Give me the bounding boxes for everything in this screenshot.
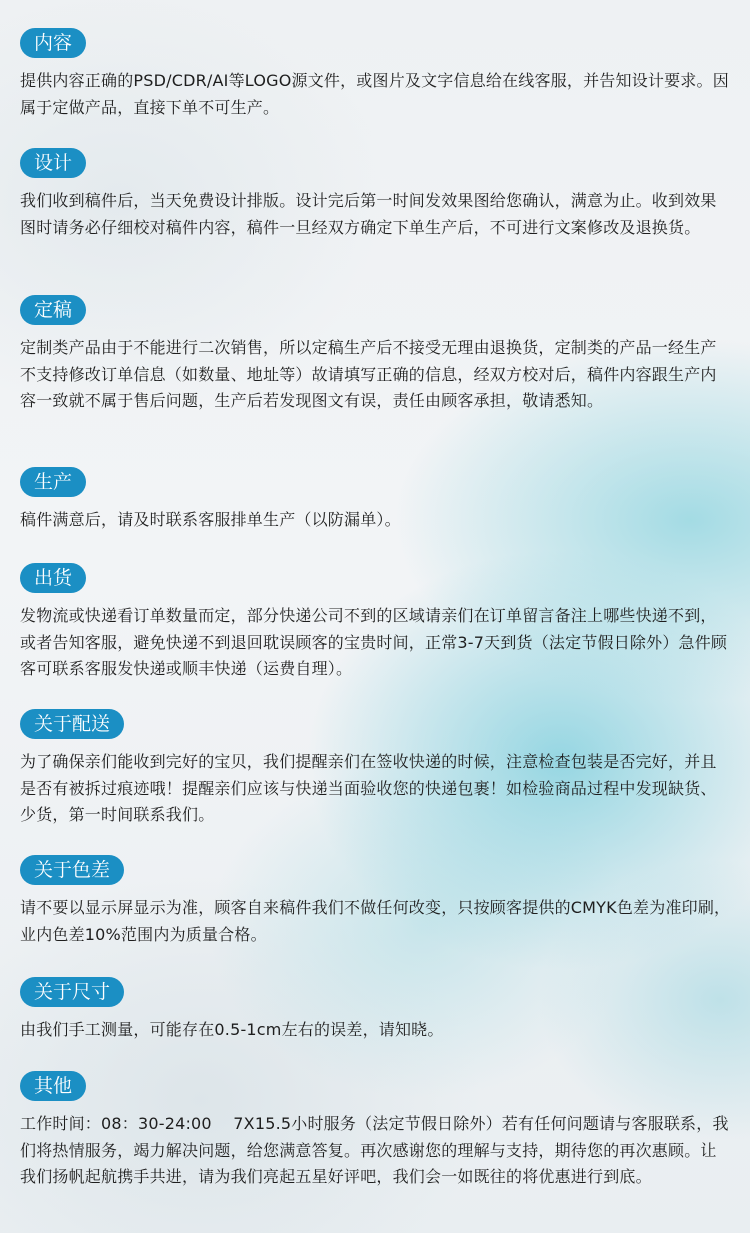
- section-title-delivery: 关于配送: [20, 709, 124, 739]
- section-body-delivery: 为了确保亲们能收到完好的宝贝，我们提醒亲们在签收快递的时候，注意检查包装是否完好，并且是否有被拆过痕迹哦！提醒亲们应该与快递当面验收您的快递包裹！如检验商品过程中发现缺货、少货，第一时间联系我们。: [20, 752, 717, 824]
- section-body-design: 我们收到稿件后，当天免费设计排版。设计完后第一时间发效果图给您确认，满意为止。收到效果图时请务必仔细校对稿件内容，稿件一旦经双方确定下单生产后，不可进行文案修改及退换货。: [20, 191, 717, 237]
- section-title-color-difference: 关于色差: [20, 855, 124, 885]
- section-body-production: 稿件满意后，请及时联系客服排单生产（以防漏单）。: [20, 510, 401, 529]
- section-title-size: 关于尺寸: [20, 977, 124, 1007]
- section-title-shipping: 出货: [20, 563, 86, 593]
- section-body-color-difference: 请不要以显示屏显示为准，顾客自来稿件我们不做任何改变，只按顾客提供的CMYK色差为准印刷，业内色差10%范围内为质量合格。: [20, 898, 731, 944]
- section-body-content: 提供内容正确的PSD/CDR/AI等LOGO源文件，或图片及文字信息给在线客服，并告知设计要求。因属于定做产品，直接下单不可生产。: [20, 71, 729, 117]
- section-title-content: 内容: [20, 28, 86, 58]
- section-title-other: 其他: [20, 1071, 86, 1101]
- section-title-production: 生产: [20, 467, 86, 497]
- section-title-finalize: 定稿: [20, 295, 86, 325]
- section-body-other: 工作时间：08：30-24:00 7X15.5小时服务（法定节假日除外）若有任何问题请与客服联系，我们将热情服务，竭力解决问题，给您满意答复。再次感谢您的理解与支持，期待您的再次惠顾。让我们扬帆起航携手共进，请为我们亮起五星好评吧，我们会一如既往的将优惠进行到底。: [20, 1114, 729, 1186]
- section-body-finalize: 定制类产品由于不能进行二次销售，所以定稿生产后不接受无理由退换货，定制类的产品一经生产不支持修改订单信息（如数量、地址等）故请填写正确的信息，经双方校对后，稿件内容跟生产内容一致就不属于售后问题，生产后若发现图文有误，责任由顾客承担，敬请悉知。: [20, 338, 717, 410]
- section-body-size: 由我们手工测量，可能存在0.5-1cm左右的误差，请知晓。: [20, 1020, 444, 1039]
- section-body-shipping: 发物流或快递看订单数量而定，部分快递公司不到的区域请亲们在订单留言备注上哪些快递不到，或者告知客服，避免快递不到退回耽误顾客的宝贵时间，正常3-7天到货（法定节假日除外）急件顾客可联系客服发快递或顺丰快递（运费自理）。: [20, 606, 728, 678]
- section-title-design: 设计: [20, 148, 86, 178]
